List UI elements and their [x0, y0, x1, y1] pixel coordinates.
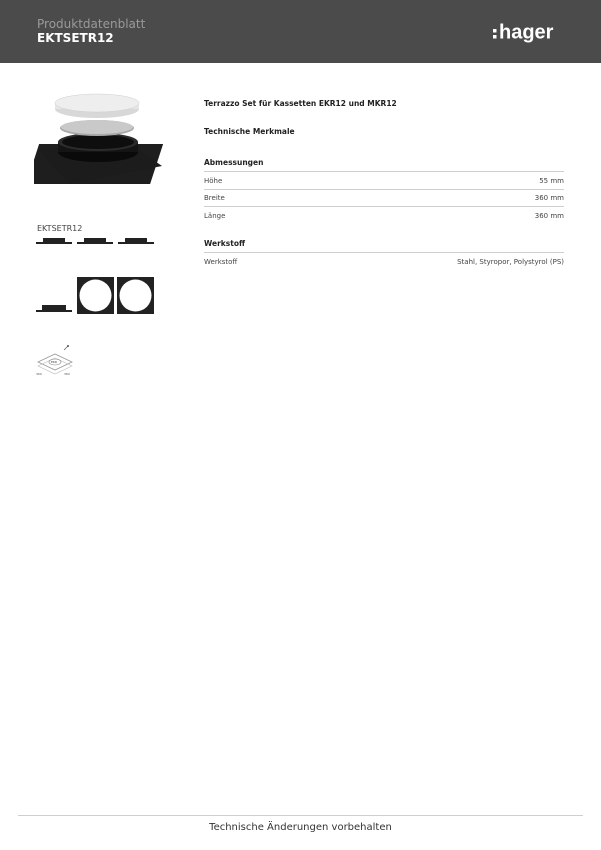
product-image	[34, 92, 164, 187]
thumbnail-side-views[interactable]	[36, 237, 154, 245]
product-title: Terrazzo Set für Kassetten EKR12 und MKR12	[204, 99, 397, 108]
page-header	[0, 0, 601, 63]
spec-label-length: Länge	[204, 212, 226, 220]
spec-value-height: 55 mm	[539, 177, 564, 185]
section-heading-dimensions: Abmessungen	[204, 158, 264, 167]
brand-wordmark: hager	[499, 21, 554, 44]
image-caption: EKTSETR12	[37, 224, 83, 233]
thumbnail-top-views[interactable]	[36, 277, 156, 315]
section-heading-material: Werkstoff	[204, 239, 246, 248]
spec-label-material: Werkstoff	[204, 258, 238, 266]
plan-label: 360	[36, 372, 42, 376]
divider	[204, 252, 564, 253]
plan-label: EKR	[51, 360, 57, 364]
spec-label-height: Höhe	[204, 177, 223, 185]
divider	[204, 189, 564, 190]
product-code: EKTSETR12	[37, 31, 114, 45]
hager-logo	[490, 17, 570, 45]
plan-label: 360	[64, 372, 70, 376]
footer-note: Technische Änderungen vorbehalten	[209, 822, 392, 833]
divider	[204, 171, 564, 172]
document-type: Produktdatenblatt	[37, 17, 146, 31]
spec-value-length: 360 mm	[534, 212, 564, 220]
footer-divider	[18, 815, 583, 816]
spec-label-width: Breite	[204, 194, 225, 202]
spec-value-width: 360 mm	[534, 194, 564, 202]
divider	[204, 206, 564, 207]
spec-value-material: Stahl, Styropor, Polystyrol (PS)	[457, 258, 564, 266]
thumbnail-dimension-drawing[interactable]	[34, 344, 76, 380]
technical-features-heading: Technische Merkmale	[204, 127, 295, 136]
